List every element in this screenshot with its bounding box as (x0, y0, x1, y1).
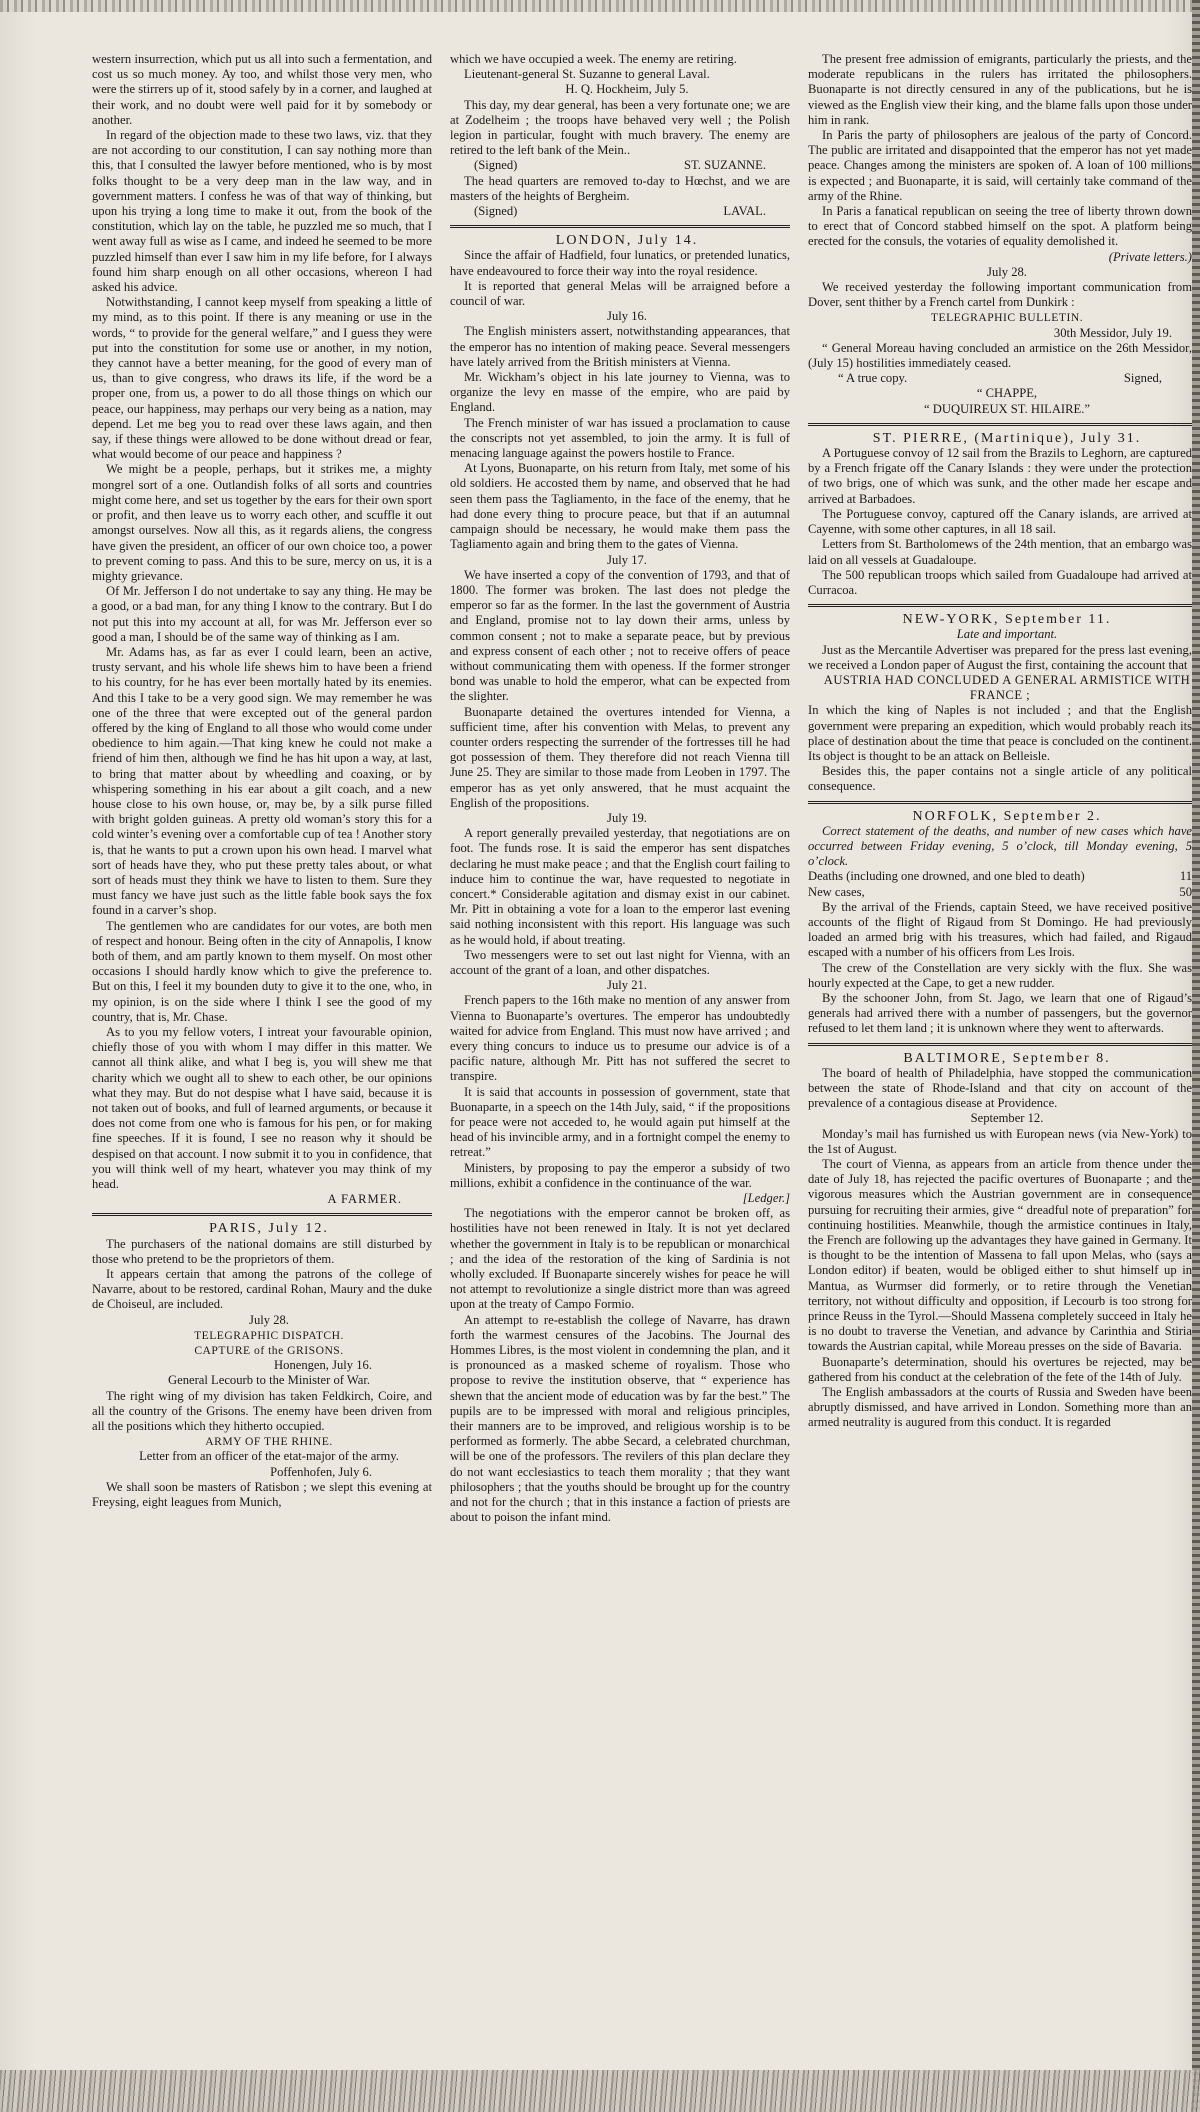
cases-label: New cases, (808, 884, 865, 899)
deaths-label: Deaths (including one drowned, and one bled to death) (808, 869, 1085, 884)
paris-continued-paragraph: In Paris a fanatical republican on seeing the tree of liberty thrown down to erect that of Concord stabbed himself on the spot. A platform being erected for the consuls, the votaries of equality demolished it. (808, 204, 1192, 249)
st-pierre-paragraph: The 500 republican troops which sailed from Guadaloupe had arrived at Curracoa. (808, 567, 1192, 597)
cases-row (808, 885, 1192, 900)
new-york-paragraph: Just as the Mercantile Advertiser was prepared for the press last evening, we received a London paper of August the first, containing the account that (808, 642, 1192, 672)
signer-chappe: “ CHAPPE, (976, 386, 1038, 401)
farmer-signature: A FARMER. (327, 1192, 402, 1207)
paris-headline: PARIS, July 12. (209, 1221, 329, 1237)
baltimore-paragraph: Monday’s mail has furnished us with European news (via New-York) to the 1st of August. (808, 1126, 1192, 1156)
section-divider (92, 1213, 432, 1216)
letter-text: We shall soon be masters of Ratisbon ; we slept this evening at Freysing, eight leagues from Munich, (92, 1479, 432, 1510)
torn-top-edge (0, 0, 1200, 12)
july19-paragraph: A report generally prevailed yesterday, that negotiations are on foot. The funds rose. It is said the emperor has sent dispatches declaring he must make peace ; and that the English court failing to induce him to continue the war, have requested to negotiate in concert.* Considerable agitation and dismay exist in our cabinet. Mr. Pitt in obtaining a vote for a loan to the emperor last evening said nothing inconsistent with this report. His language was such as he would hold, if about treating. (450, 826, 790, 947)
signature-row (450, 204, 790, 219)
signature-row (450, 158, 790, 173)
messidor-dateline: 30th Messidor, July 19. (1053, 325, 1172, 340)
capture-heading: CAPTURE of the GRISONS. (194, 1344, 344, 1358)
baltimore-paragraph: The court of Vienna, as appears from an article from thence under the date of July 18, has rejected the pacific overtures of Buonaparte ; and the vigorous measures which the Austrian government are in consequence pursuing for recruiting their armies, give “ dreadful note of preparation” for continuing hostilities. Meanwhile, though the armistice continues in Italy, the French are following up the advantages they have gained in Germany. It is thought to be the intention of Massena to fall upon Melas, who (says a London editor) if beaten, would be obliged either to shut himself up in Mantua, as Wurmser did formerly, or to retire through the Venetian territory, not without difficulty and opposition, if Lecourb is too strong for prince Reuss in the Tyrol.—Should Massena completely succeed in Italy he is no doubt to traverse the Venetian, and advance by Carinthia and Stiria towards the Austrian capital, while Moreau presses on the side of Bavaria. (808, 1157, 1192, 1354)
cases-value: 50 (1179, 884, 1192, 899)
paris-continued-paragraph: The present free admission of emigrants, particularly the priests, and the moderate republicans in the rulers has irritated the philosophers. Buonaparte is not directly censured in any of the publications, but he is viewed as the English view their king, and the blame falls upon those under him in rank. (808, 52, 1192, 127)
norfolk-subheading: Correct statement of the deaths, and number of new cases which have occurred between Friday evening, 5 o’clock, till Monday evening, 5 o’clock. (808, 823, 1192, 869)
signer-duquireux: “ DUQUIREUX ST. HILAIRE.” (924, 401, 1090, 416)
lecourb-text: The right wing of my division has taken Feldkirch, Coire, and all the country of the Grisons. The enemy have been driven from all the positions which they hitherto occupied. (92, 1388, 432, 1434)
continued-text: which we have occupied a week. The enemy are retiring. (450, 52, 737, 66)
telegraphic-dispatch-heading: TELEGRAPHIC DISPATCH. (194, 1328, 344, 1342)
july16-paragraph: The English ministers assert, notwithstanding appearances, that the emperor has no intention of making peace. Several messengers have lately arrived from the British ministers at Vienna. (450, 324, 790, 369)
tail-paragraph: The negotiations with the emperor cannot be broken off, as hostilities have not been renewed in Italy. It is not yet declared whether the government in Italy is to be republican or monarchical ; and the idea of the restoration of the king of Sardinia is not wholly excluded. If Buonaparte sincerely wishes for peace he will not attempt to revolutionize a single district more than was agreed upon at the treaty of Campo Formio. (450, 1206, 790, 1312)
july21-paragraph: Ministers, by proposing to pay the emperor a subsidy of two millions, exhibit a confidence in the continuance of the war. (450, 1160, 790, 1190)
baltimore-paragraph: Buonaparte’s determination, should his overtures be rejected, may be gathered from his conduct at the celebration of the fete of the 14th of July. (808, 1354, 1192, 1384)
section-divider (808, 1043, 1192, 1046)
dateline: July 19. (607, 810, 647, 825)
ledger-credit: [Ledger.] (742, 1191, 790, 1206)
st-pierre-paragraph: The Portuguese convoy, captured off the Canary islands, are arrived at Cayenne, with some other captures, in all 18 sail. (808, 506, 1192, 537)
armistice-heading: AUSTRIA HAD CONCLUDED A GENERAL ARMISTICE WITH FRANCE ; (823, 672, 1191, 703)
july17-paragraph: We have inserted a copy of the convention of 1793, and that of 1800. The former was broken. The last does not pledge the emperor so far as the former. In the last the government of Austria and England, promise not to lay down their arms, unless by common consent ; not to make a separate peace, but by previous and express consent of each other ; not to receive offers of peace without communicating them with openess. If the former stronger bond was unable to hold the emperor, what can be expected from the slighter. (450, 567, 790, 704)
july19-paragraph: Two messengers were to set out last night for Vienna, with an account of the grant of a loan, and other dispatches. (450, 947, 790, 977)
farmer-paragraph: Of Mr. Jefferson I do not undertake to say any thing. He may be a good, or a bad man, for any thing I know to the contrary. But I do not put this into my account at all, for was Mr. Jefferson ever so good a man, I should be of the same way of thinking as I am. (92, 584, 432, 644)
torn-right-edge (1192, 0, 1200, 2112)
new-york-paragraph: In which the king of Naples is not included ; and that the English government were preparing an expedition, which would probably reach its place of destination about the time that peace is concluded on the continent. Its object is thought to be an attack on Belleisle. (808, 703, 1192, 763)
dateline: July 21. (607, 978, 647, 993)
july21-paragraph: French papers to the 16th make no mention of any answer from Vienna to Buonaparte’s overtures. The emperor has undoubtedly waited for advice from England. This must now have arrived ; and every thing concurs to induce us to presume our advice is of a pacific nature, although Mr. Pitt has not suffered the secret to transpire. (450, 993, 790, 1084)
section-divider (450, 225, 790, 228)
london-paragraph: It is reported that general Melas will be arraigned before a council of war. (450, 278, 790, 309)
column-3 (808, 52, 1192, 2062)
army-rhine-heading: ARMY OF THE RHINE. (205, 1435, 333, 1449)
letter-heading: Letter from an officer of the etat-major of the army. (139, 1449, 399, 1464)
farmer-paragraph: In regard of the objection made to these two laws, viz. that they are not according to our constitution, I can say nothing more than this, that I consulted the lawyer before mentioned, who is by most folks thought to be a very deep man in the law way, and in government matters. I confess he was of that way of thinking, but upon his trying a long time to make it out, from the book of the constitution, which lay on the table, he puzzled me so much, that I went away full as wise as I came, and indeed he seemed to be more puzzled himself than ever I saw him in my life before, for I always found him sharp enough on all other occasions, whereon I had asked his advice. (92, 128, 432, 295)
july16-paragraph: Mr. Wickham’s object in his late journey to Vienna, was to organize the levy en masse of the empire, who are paid by England. (450, 370, 790, 415)
paris-paragraph: It appears certain that among the patrons of the college of Navarre, about to be restored, cardinal Rohan, Maury and the duke de Choiseul, are included. (92, 1267, 432, 1312)
signed-label: (Signed) (474, 204, 518, 219)
norfolk-paragraph: The crew of the Constellation are very sickly with the flux. She was hourly expected at the Cape, to get a new rudder. (808, 960, 1192, 990)
farmer-paragraph: western insurrection, which put us all into such a fermentation, and cost us so much money. Ay too, and whilst those very men, who were the stirrers up of it, stood safely by in a corner, and laughed at their work, and no doubt were well paid for it by somebody or another. (92, 52, 432, 127)
new-york-headline: NEW-YORK, September 11. (902, 612, 1112, 628)
july17-paragraph: Buonaparte detained the overtures intended for Vienna, a sufficient time, after his convention with Melas, to prevent any counter orders respecting the surrender of the fortresses till he had got possession of them. They therefore did not reach Vienna till June 25. They are similar to those made from Leoben in 1797. The emperor has as yet only answered, that he must acquaint the English of the propositions. (450, 704, 790, 810)
copy-row (808, 371, 1192, 386)
dateline: July 17. (607, 552, 647, 567)
paris-paragraph: The purchasers of the national domains are still disturbed by those who pretend to be the proprietors of them. (92, 1236, 432, 1266)
column-2 (450, 52, 790, 2062)
signed-label: Signed, (1123, 371, 1162, 386)
farmer-paragraph: As to you my fellow voters, I intreat your favourable opinion, chiefly those of you with whom I may differ in this matter. We cannot all think alike, and what I beg is, you will shew me that charity which we ought all to shew to each other, be our opinions what they may. But do not despise what I have said, because it is not taken out of books, and full of learned arguments, or because it does not come from one who is famous for his pen, or for making fine speeches. If it is found, I see no reason why it should be despised on that account. I now submit it to you in confidence, that you will think well of my heart, whatever you may think of my head. (92, 1025, 432, 1192)
received-paragraph: We received yesterday the following important communication from Dover, sent thither by a French cartel from Dunkirk : (808, 280, 1192, 310)
london-paragraph: Since the affair of Hadfield, four lunatics, or pretended lunatics, have endeavoured to force their way into the royal residence. (450, 248, 790, 278)
moreau-text: “ General Moreau having concluded an armistice on the 26th Messidor, (July 15) hostilities immediately ceased. (808, 340, 1192, 371)
signature-name: ST. SUZANNE. (684, 158, 766, 173)
july21-paragraph: It is said that accounts in possession of government, state that Buonaparte, in a speech on the 14th July, said, “ if the propositions for peace were not acceded to, he would again put himself at the head of his invincible army, and in a fortnight compel the enemy to retreat.” (450, 1084, 790, 1160)
july16-paragraph: At Lyons, Buonaparte, on his return from Italy, met some of his old soldiers. He accosted them by name, and observed that he had seen them pass the Tagliamento, in the face of the enemy, that he had done every thing to procure peace, but that if an autumnal campaign should be necessary, he would make them pass the Tagliamento again and bring them to the gates of Vienna. (450, 461, 790, 552)
private-letters-credit: (Private letters.) (1108, 249, 1192, 264)
july16-paragraph: The French minister of war has issued a proclamation to cause the conscripts not yet assembled, to join the army. It is full of menacing language against the powers hostile to France. (450, 415, 790, 461)
new-york-subheading: Late and important. (956, 627, 1058, 642)
hq-dateline: H. Q. Hockheim, July 5. (565, 82, 689, 97)
section-divider (808, 801, 1192, 804)
signature-name: LAVAL. (723, 204, 766, 219)
signed-label: (Signed) (474, 158, 518, 173)
suzanne-heading: Lieutenant-general St. Suzanne to general Laval. (464, 67, 710, 82)
paris-continued-paragraph: In Paris the party of philosophers are jealous of the party of Concord. The public are irritated and disappointed that the emperor has not yet made peace. Changes among the ministers are spoken of. A loan of 100 millions is expected ; and Buonaparte, it is said, will certainly take command of the army of the Rhine. (808, 128, 1192, 203)
st-pierre-paragraph: Letters from St. Bartholomews of the 24th mention, that an embargo was laid on all vessels at Guadaloupe. (808, 537, 1192, 567)
farmer-paragraph: Mr. Adams has, as far as ever I could learn, been an active, trusty servant, and his whole life shews him to have been a friend to his country, for he has ever been mortally hated by its enemies. And this I take to be a very good sign. We may remember he was one of the three that were excepted out of the general pardon offered by the king of England to all those who would come under obedience to him again.—That king knew he could not make a friend of him then, although we find he has hit upon a way, at last, to bring that matter about by wheedling and coaxing, or by whispering something in his ear about a gilt coach, and a new house close to his own house, or, may be, by a silk purse filled with bright golden guineas. A pretty old woman’s story this for a cold winter’s evening over a comfortable cup of tea ! Another story is, that he wants to put a crown upon his own head. I marvel what sort of heads have they, who put these pretty tales about, or what sort of heads must they think we have to listen to them. Sure they must fancy we have just such as the little fable book says the fox found in a carver’s shop. (92, 644, 432, 918)
st-pierre-headline: ST. PIERRE, (Martinique), July 31. (872, 430, 1142, 446)
dateline: September 12. (970, 1111, 1044, 1126)
st-pierre-paragraph: A Portuguese convoy of 12 sail from the Brazils to Leghorn, are captured by a French frigate off the Canary Islands : they were under the protection of two brigs, one of which was sunk, and the other made her escape and arrived at Barbadoes. (808, 446, 1192, 506)
farmer-paragraph: The gentlemen who are candidates for our votes, are both men of respect and honour. Being often in the city of Annapolis, I know both of them, and am partly known to them myself. On most other occasions I should hardly know which to give the preference to. But on this, I feel it my bounden duty to give it to the one, who, in my opinion, is on the side where I think I see the good of my country, that is, Mr. Chase. (92, 918, 432, 1024)
baltimore-paragraph: The board of health of Philadelphia, have stopped the communication between the state of Rhode-Island and that city on account of the prevalence of a contagious disease at Providence. (808, 1065, 1192, 1111)
honengen-dateline: Honengen, July 16. (274, 1358, 372, 1373)
torn-bottom-edge (0, 2070, 1200, 2112)
section-divider (808, 423, 1192, 426)
telegraphic-bulletin-heading: TELEGRAPHIC BULLETIN. (930, 311, 1084, 325)
dateline: July 16. (607, 309, 647, 324)
farmer-paragraph: Notwithstanding, I cannot keep myself from speaking a little of my mind, as to this point. If there is any meaning or use in the words, “ to provide for the general welfare,” and I guess they were put into the constitution for some use or another, in my notion, they cannot have a better meaning, for the good of every man of us, than to give congress, who draws its life, if the word be a proper one, from us, a power to do all those things on which our peace, our happiness, may perhaps our very being as a nation, may depend. Let me beg you to read over these laws again, and then say, if these things were allowed to be done without dread or fear, what would become of our peace and happiness ? (92, 295, 432, 462)
lecourb-heading: General Lecourb to the Minister of War. (168, 1373, 370, 1388)
dateline: July 28. (249, 1312, 289, 1327)
tail-paragraph: An attempt to re-establish the college of Navarre, has drawn forth the warmest censures of the Jacobins. The Journal des Hommes Libres, is the most violent in condemning the plan, and it is pronounced as a masked scheme of royalism. Those who propose to revive the institution observe, that “ experience has shewn that the ancient mode of education was by far the best.” The pupils are to be impressed with moral and religious principles, their manners are to be improved, and religious worship is to be performed as formerly. The abbe Secard, a celebrated churchman, will be one of the professors. The revilers of this plan declare they do not want ecclesiastics to teach them morality ; that they want philosophers ; that the youths should be brought up for the country and not for the church ; that in this instance a faction of priests are about to poison the infant mind. (450, 1312, 790, 1525)
baltimore-headline: BALTIMORE, September 8. (903, 1050, 1111, 1066)
poffenhofen-dateline: Poffenhofen, July 6. (270, 1464, 372, 1479)
copy-label: “ A true copy. (838, 371, 908, 386)
deaths-value: 11 (1179, 869, 1192, 884)
norfolk-headline: NORFOLK, September 2. (912, 808, 1102, 824)
new-york-paragraph: Besides this, the paper contains not a single article of any political consequence. (808, 764, 1192, 794)
section-divider (808, 604, 1192, 607)
london-headline: LONDON, July 14. (555, 233, 699, 249)
deaths-row (808, 869, 1192, 884)
norfolk-paragraph: By the schooner John, from St. Jago, we learn that one of Rigaud’s generals had arrived there with a number of passengers, but the governor refused to let them land ; it is unknown where they went to afterwards. (808, 990, 1192, 1036)
suzanne-text: This day, my dear general, has been a very fortunate one; we are at Zodelheim ; the troops have behaved very well ; the Polish legion in particular, fought with much bravery. The enemy are retired to the left bank of the Mein.. (450, 97, 790, 158)
farmer-paragraph: We might be a people, perhaps, but it strikes me, a mighty mongrel sort of a one. Outlandish folks of all sorts and countries might come here, and set us together by the ears for their own sport or profit, and then leave us to worry each other, and scuffle it out amongst ourselves. Now all this, as it regards aliens, the congress have given the president, an officer of our own choice too, a power to prevent coming to pass. And this to be sure, mercy on us, it is a mighty grievance. (92, 462, 432, 583)
dateline: July 28. (987, 264, 1027, 279)
norfolk-paragraph: By the arrival of the Friends, captain Steed, we have received positive accounts of the flight of Rigaud from St Domingo. He had previously loaded an armed brig with his treasures, which had failed, and Rigaud escaped with a number of his officers from Les Irois. (808, 899, 1192, 960)
column-1 (92, 52, 432, 2062)
baltimore-paragraph: The English ambassadors at the courts of Russia and Sweden have been abruptly dismissed, and have arrived in London. Something more than an armed neutrality is augured from this conduct. It is regarded (808, 1385, 1192, 1430)
hq-text: The head quarters are removed to-day to Hœchst, and we are masters of the heights of Bergheim. (450, 173, 790, 203)
